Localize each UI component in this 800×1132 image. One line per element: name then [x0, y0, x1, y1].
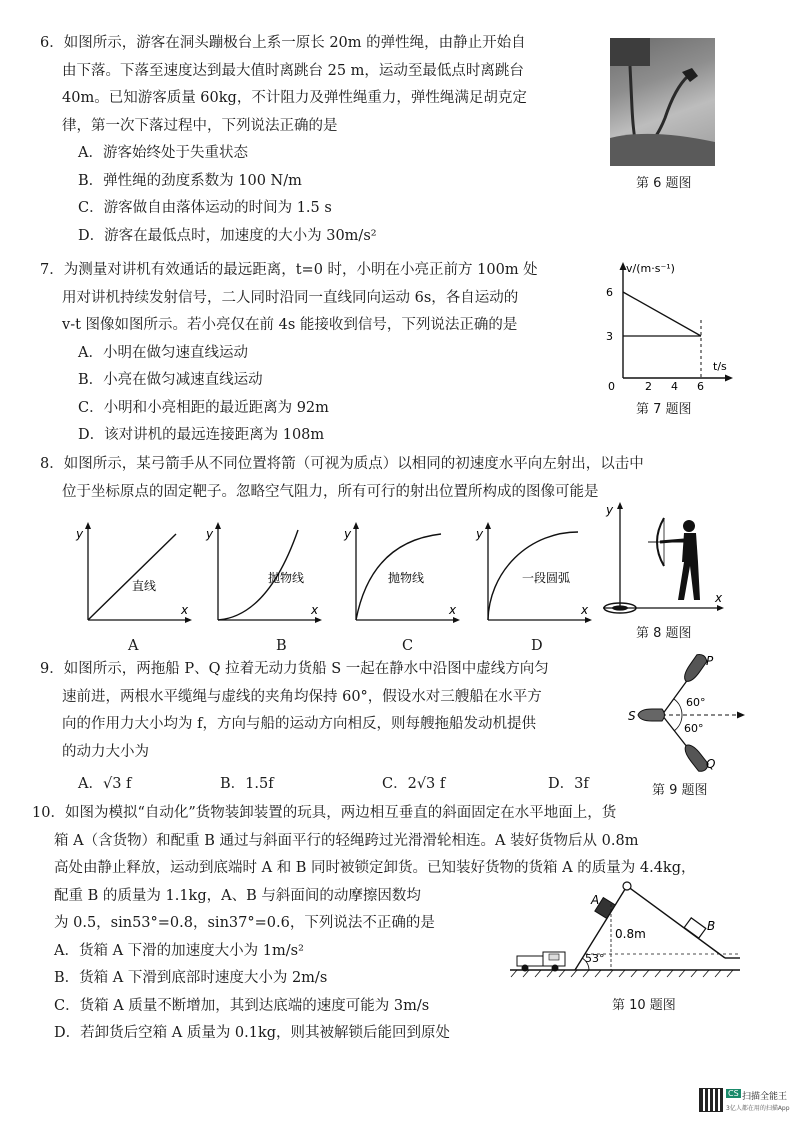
q7-line-xiaoming [623, 292, 701, 336]
q10-option-a: A．货箱 A 下滑的加速度大小为 1m/s² [54, 942, 304, 959]
q10-label-height: 0.8m [615, 927, 646, 941]
q7-ytick-3: 3 [606, 330, 613, 343]
boat-p-icon [681, 652, 709, 684]
q7-xtick-0: 0 [608, 380, 615, 393]
q10-line-1: 10．如图为模拟“自动化”货物装卸装置的玩具，两边相互垂直的斜面固定在水平地面上，货 [32, 805, 617, 821]
q7-ylabel: v/(m·s⁻¹) [626, 262, 675, 275]
question-8 [40, 451, 644, 506]
q7-option-d: D．该对讲机的最远连接距离为 108m [78, 427, 325, 443]
q8c-x-arrow [453, 617, 460, 623]
scanner-brand-name: 扫描全能王 [742, 1092, 788, 1102]
q9-line-4: 的动力大小为 [62, 743, 149, 760]
q9-label-q: Q [706, 757, 716, 771]
q7-line-1: 7．为测量对讲机有效通话的最远距离，t=0 时，小明在小亮正前方 100m 处 [40, 262, 538, 278]
qr-code-icon [700, 1089, 722, 1111]
q10-label-b: B [707, 919, 716, 933]
q8b-axis-x-label: x [311, 603, 319, 617]
q8-archer-figure [598, 500, 738, 618]
q8-fig-y-arrow [617, 502, 623, 509]
q9-line-3: 向的作用力大小均为 f，方向与船的运动方向相反，则每艘拖船发动机提供 [62, 716, 536, 732]
q7-line-2: 用对讲机持续发射信号，二人同时沿同一直线同向运动 6s，各自运动的 [62, 289, 519, 306]
q10-line-2: 箱 A（含货物）和配重 B 通过与斜面平行的轻绳跨过光滑滑轮相连。A 装好货物后从 0.8m [54, 832, 639, 849]
q8-graph-b [198, 520, 328, 625]
target-inner-icon [612, 605, 628, 610]
q8b-y-arrow [215, 522, 221, 529]
q7-line-3: v-t 图像如图所示。若小亮仅在前 4s 能接收到信号，下列说法正确的是 [62, 317, 518, 333]
bungee-photo [610, 38, 715, 166]
q9-line-2: 速前进，两根水平缆绳与虚线的夹角均保持 60°，假设水对三艘船在水平方 [62, 688, 542, 705]
q6-line-4: 律，第一次下落过程中，下列说法正确的是 [62, 117, 338, 134]
q9-label-s: S [628, 709, 636, 723]
q7-xtick-4: 4 [671, 380, 678, 393]
q10-option-d: D．若卸货后空箱 A 质量为 0.1kg，则其被解锁后能回到原处 [54, 1025, 451, 1041]
q6-option-a: A．游客始终处于失重状态 [78, 145, 248, 161]
q8-fig-y-label: y [606, 503, 614, 517]
q8d-axis-y-label: y [476, 527, 484, 541]
q9-option-d: D．3f [548, 776, 589, 792]
q6-caption: 第 6 题图 [636, 176, 692, 191]
q7-ytick-6: 6 [606, 286, 613, 299]
q8-graph-d [468, 520, 598, 625]
q6-line-2: 由下落。下落至速度达到最大值时离跳台 25 m，运动至最低点时离跳台 [62, 62, 524, 79]
q8b-axis-y-label: y [206, 527, 214, 541]
q9-angle-bottom: 60° [684, 722, 704, 735]
q9-option-b: B．1.5f [220, 776, 274, 792]
boat-s-icon [638, 709, 665, 721]
q8-letter-b: B [276, 638, 287, 654]
q10-label-a: A [591, 893, 600, 907]
q7-xtick-6: 6 [697, 380, 704, 393]
pulley-icon [623, 882, 631, 890]
q9-angle-arc-bottom [674, 715, 682, 731]
q8-letter-a: A [128, 638, 139, 654]
q8d-curve-label: 一段圆弧 [522, 571, 571, 585]
q8-caption: 第 8 题图 [636, 626, 692, 641]
q10-line-3: 高处由静止释放，运动到底端时 A 和 B 同时被锁定卸货。已知装好货物的货箱 A 的质量为 4.4kg， [54, 860, 696, 876]
bungee-photo-sketch [610, 38, 715, 166]
question-7 [40, 257, 538, 450]
q8d-x-arrow [585, 617, 592, 623]
q9-option-c: C．2√3 f [382, 776, 446, 792]
q9-angle-arc-top [674, 699, 682, 715]
archer-icon [648, 518, 700, 600]
q10-line-4: 配重 B 的质量为 1.1kg，A、B 与斜面间的动摩擦因数均 [54, 887, 421, 904]
q8c-y-arrow [353, 522, 359, 529]
q8c-curve-label: 抛物线 [388, 571, 425, 585]
q8-letter-c: C [402, 638, 414, 654]
q8c-axis-y-label: y [344, 527, 352, 541]
q8a-x-arrow [185, 617, 192, 623]
q7-xlabel: t/s [713, 360, 727, 373]
q9-motion-arrow [737, 712, 745, 719]
q8-line-1: 8．如图所示，某弓箭手从不同位置将箭（可视为质点）以相同的初速度水平向左射出，以击中 [40, 456, 644, 472]
q9-angle-top: 60° [686, 696, 706, 709]
q6-option-d: D．游客在最低点时，加速度的大小为 30m/s² [78, 227, 377, 244]
q10-caption: 第 10 题图 [612, 998, 676, 1013]
q8-graph-a [68, 520, 198, 625]
q9-label-p: P [706, 654, 714, 668]
q8a-axis-x-label: x [181, 603, 189, 617]
q9-boats-figure [620, 640, 750, 775]
q10-label-angle: 53° [585, 952, 605, 965]
q9-line-1: 9．如图所示，两拖船 P、Q 拉着无动力货船 S 一起在静水中沿图中虚线方向匀 [40, 661, 549, 677]
q8d-axis-x-label: x [581, 603, 589, 617]
q7-xtick-2: 2 [645, 380, 652, 393]
truck-icon [517, 952, 565, 972]
q8-line-2: 位于坐标原点的固定靶子。忽略空气阻力，所有可行的射出位置所构成的图像可能是 [62, 483, 599, 500]
q7-x-arrow [725, 375, 733, 382]
scanner-logo-icon: CS [728, 1089, 739, 1098]
q8c-axis-x-label: x [449, 603, 457, 617]
q7-option-b: B．小亮在做匀减速直线运动 [78, 372, 263, 388]
q6-option-b: B．弹性绳的劲度系数为 100 N/m [78, 172, 302, 189]
q8a-axis-y-label: y [76, 527, 84, 541]
weight-b-icon [684, 918, 706, 938]
q8-fig-x-arrow [717, 605, 724, 611]
q10-option-b: B．货箱 A 下滑到底部时速度大小为 2m/s [54, 970, 328, 986]
q10-option-c: C．货箱 A 质量不断增加，其到达底端的速度可能为 3m/s [54, 997, 430, 1014]
q7-option-a: A．小明在做匀速直线运动 [78, 344, 248, 361]
q9-caption: 第 9 题图 [652, 783, 708, 798]
q7-option-c: C．小明和小亮相距的最近距离为 92m [78, 399, 329, 416]
q6-line-3: 40m。已知游客质量 60kg，不计阻力及弹性绳重力，弹性绳满足胡克定 [62, 90, 527, 106]
q10-ground-hatch [511, 970, 733, 977]
q8-graph-c [336, 520, 466, 625]
q8b-x-arrow [315, 617, 322, 623]
question-9 [40, 656, 549, 766]
q8b-curve-label: 抛物线 [268, 571, 305, 585]
q10-line-5: 为 0.5，sin53°=0.8，sin37°=0.6，下列说法不正确的是 [54, 915, 435, 931]
q10-incline-figure [505, 878, 745, 990]
q8-fig-x-label: x [715, 591, 723, 605]
q8-letter-d: D [531, 638, 543, 654]
q7-vt-graph [598, 258, 743, 393]
question-6 [40, 30, 527, 250]
q9-option-a: A．√3 f [78, 776, 132, 792]
q8a-curve [88, 534, 176, 620]
q8d-y-arrow [485, 522, 491, 529]
q8a-y-arrow [85, 522, 91, 529]
scanner-brand-sub: 3亿人都在用的扫描App [726, 1105, 790, 1112]
q6-line-1: 6．如图所示，游客在洞头蹦极台上系一原长 20m 的弹性绳，由静止开始自 [40, 35, 526, 51]
q7-caption: 第 7 题图 [636, 402, 692, 417]
q6-option-c: C．游客做自由落体运动的时间为 1.5 s [78, 200, 332, 216]
q8a-curve-label: 直线 [132, 579, 157, 593]
